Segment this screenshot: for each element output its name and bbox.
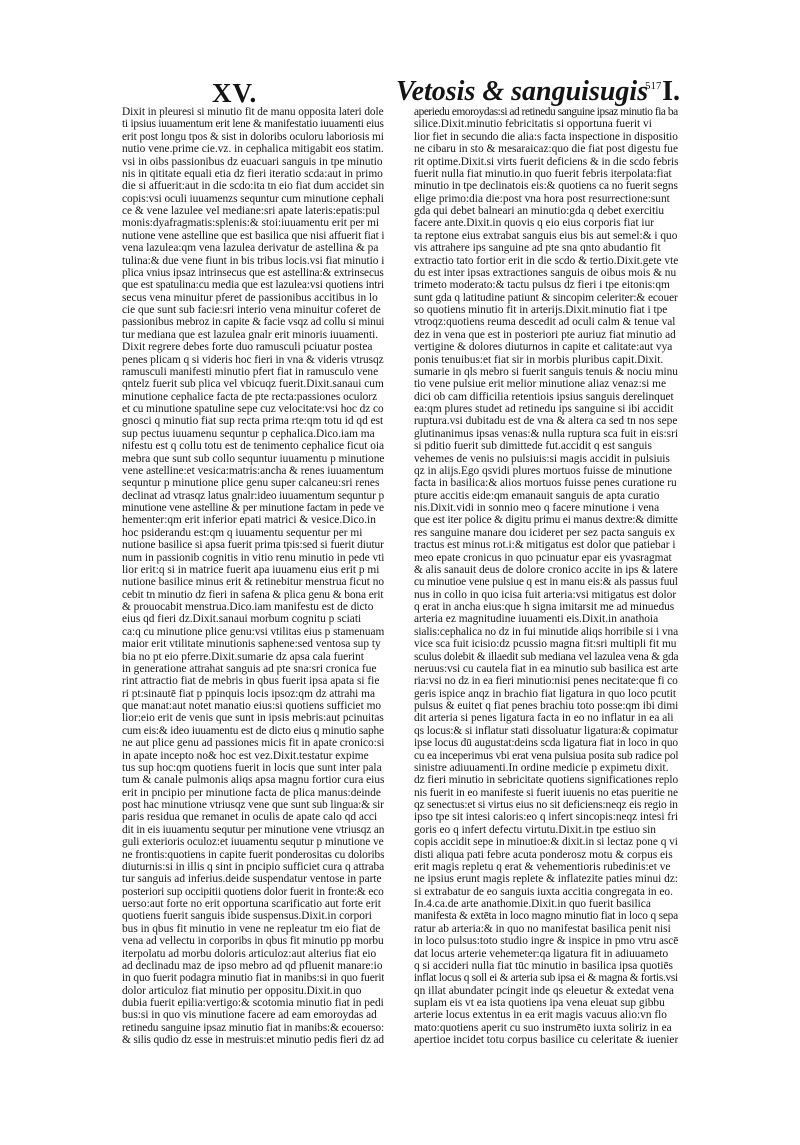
text-line: erit magis repletu q erat & vehementioris rubedinis:et ve (414, 860, 671, 873)
text-line: vice sca fuit icisio:dz pcussio magna fit:sri multipli fit mu (414, 638, 677, 651)
text-line: dubia fuerit epilia:vertigo:& scotomia minutio fiat in pedi (122, 997, 384, 1009)
text-line: cu ea inceperimus vbi erat vena pulsiua posita sub radice pol (414, 749, 678, 762)
text-line: minutione cephalice facta de pte recta:passiones oculorz (122, 390, 378, 403)
text-line: tus sup hoc:qm quotiens fuerit in locis que sunt inter pala (122, 761, 382, 774)
text-line: sculus dolebit & illaedit sub mediana vel lazulea vena & gda (414, 650, 678, 663)
text-line: que est iter police & digitu primu ei manus dextre:& dimitte (414, 514, 678, 527)
text-line: erit post longu tpos & sist in doloribs oculoru laboriosis mi (122, 130, 384, 143)
left-text-column (122, 106, 384, 1047)
text-line: lior fiet in secundo die alia:s facta inspectione in dispositio (414, 130, 678, 143)
text-line: penes plicam q si videris hoc fieri in vna & videris vtrusqz (122, 353, 384, 366)
text-line: que est spatulina:cu media que est lazulea:vsi quotiens intri (122, 279, 384, 292)
text-line: gda qui debet balneari an minutio:gda q debet exercitiu (414, 205, 665, 217)
text-line: vsi in oibs passionibus dz euacuari sanguis in tpe minutio (122, 155, 383, 168)
text-line: ne aut plice genu ad passiones micis fit in apate cronico:si (122, 737, 384, 750)
text-line: maior erit vtilitate minutionis saphene:sed ventosa sup ty (122, 638, 381, 651)
text-line: in generatione attrahat sanguis ad pte sna:sri cronica fue (122, 662, 377, 675)
text-line: & alis sanauit deus de dolore cronico accite in ips & latere (414, 563, 678, 576)
text-line: geris ispice anqz in brachio fiat ligatura in quo loco pcutit (414, 687, 677, 700)
text-line: plica vnius ipsaz intrinsecus que est astellina:& extrinsecus (122, 266, 384, 279)
text-line: lior erit:q si in matrice fuerit apa iuuamenu eius erit p mi (122, 563, 380, 576)
text-line: iterpolatu ad morbu doloris articuloz:aut alterius fiat eio (122, 947, 377, 960)
text-line: sumarie in qls mebro si fuerit sanguis tenuis & nociu minu (414, 365, 678, 378)
folio-number: 517 (645, 80, 662, 92)
text-line: diuturnis:si in illis q sint in pncipio sufficiet cura q attraba (122, 860, 384, 873)
text-line: gnosci q minutio fiat sup recta prima rte:qm totu id qd est (122, 415, 384, 428)
text-line: tur mediana que est lazulea gnalr erit minoris iuuamenti. (122, 328, 379, 341)
text-line: ca:q cu minutione plice genu:vsi vtilitas eius p stamenuam (122, 625, 384, 638)
text-line: die si affuerit:aut in die scdo:ita tn eio fiat dum accidet sin (122, 180, 384, 193)
text-line: aperiedu emoroydas:si ad retinedu sanguine ipsaz minutio fia ba (414, 106, 678, 118)
text-line: & prouocabit menstrua.Dico.iam manifestu est de dicto (122, 601, 374, 613)
text-line: dici ob cam difficilia retentiois ipsius sanguis derelinquet (414, 390, 674, 403)
text-line: que manat:aut notet manatio eius:si quotiens sufficiet mo (122, 700, 382, 712)
text-line: paris residua que remanet in oculis de apate calo qd acci (122, 811, 378, 824)
text-line: monis:dyafragmatis:splenis:& stoi:iuuamentu erit per mi (122, 217, 380, 230)
text-line: tulina:& due vene fiunt in bis tribus locis.vsi fiat minutio i (122, 254, 384, 267)
text-line: ipso tpe sit intesi caloris:eo q infert sincopis:neqz intesi fri (414, 811, 678, 824)
text-line: hoc psiderandu est:qm q iuuamentu sequentur per mi (122, 526, 363, 539)
text-line: post hac minutione vtriusqz vene que sunt sub lingua:& sir (122, 799, 384, 811)
text-line: qz senectus:et si virtus eius no sit deficiens:neqz eis regio in (414, 799, 678, 811)
text-line: inflat locus q soll ei & arteria sub ipsa ei & magna & fortis.vsi (414, 972, 678, 985)
text-line: sinistre adiuuamenti.In ordine medicie p expimetu dixit. (414, 761, 669, 774)
text-line: qz in alijs.Ego qsvidi plures mortuos fuisse de minutione (414, 464, 673, 477)
text-line: quotiens fuerit sanguis ibide suspensus.Dixit.in corpori (122, 910, 372, 923)
text-line: dolor articuloz fiat minutio per oppositu.Dixit.in quo (122, 984, 362, 997)
text-line: facta in basilica:& alios mortuos fuisse penes curatione ru (414, 477, 677, 490)
text-line: copis accidit sepe in minutioe:& dixit.in si lectaz pone q vi (414, 836, 678, 849)
text-line: ti ipsius iuuamentum erit lene & manifestatio iuuamenti eius (122, 118, 384, 131)
text-line: nutione basilice si apsa fuerit prima tpis:sed si fuerit diutur (122, 539, 384, 552)
text-line: ratur ab arteria:& in quo no manifestat basilica penit nisi (414, 922, 671, 935)
text-line: vena lazulea:qm vena lazulea derivatur de astellina & pa (122, 242, 379, 255)
text-line: apertioe incidet totu corpus basilice cu celeritate & iuenier (414, 1034, 678, 1047)
text-line: vena ad vellectu in corporibs in qbus fit minutio pp morbu (122, 935, 384, 948)
running-title (396, 76, 680, 108)
text-line: qntelz fuerit sub plica vel vbicuqz fuerit.Dixit.sanaui cum (122, 378, 384, 391)
text-line: tio vene pulsiue erit melior minutione aliaz venaz:si me (414, 378, 667, 391)
text-line: elige primo:dia die:post vna hora post resurrectione:sunt (414, 192, 670, 205)
text-line: Dixit in pleuresi si minutio fit de manu opposita lateri dole (122, 106, 384, 118)
text-line: arterie locus extentus in ea erit magis vacuus alio:vn flo (414, 1009, 667, 1022)
text-line: qs locus:& si inflatur stati dissoluatur ligatura:& copimatur (414, 724, 678, 737)
running-title-text: Vetosis & sanguisugis (396, 76, 649, 107)
text-line: cie que sunt sub facie:sri interio vena minuitur coferet de (122, 304, 381, 316)
text-line: tur sanguis ad inferius.deide suspendatur ventose in parte (122, 873, 382, 886)
text-line: ad declinadu maz de ipso mebro ad qd pfluenit manare:io (122, 959, 383, 972)
text-line: dez in vena que est in posteriori pte auriuz fiat minutio ad (414, 328, 676, 341)
text-line: Dixit regrere debes forte duo ramusculi pciuatur postea (122, 341, 373, 354)
text-line: qn illat abundater pcingit inde qs eleuetur & extedat vena (414, 984, 674, 997)
text-line: res sanguine manare dou icideret per sez pacta sanguis ex (414, 526, 676, 539)
text-line: ta reptone eius extrabat sanguis eius bis aut semel:& i quo (414, 229, 678, 242)
text-line: in apate incepto no& hoc est vez.Dixit.testatur expime (122, 749, 369, 762)
text-line: silice.Dixit.minutio febricitatis si opportuna fuerit vi (414, 118, 652, 131)
text-line: ramusculi manifesti minutio pfert fiat in ramusculo vene (122, 365, 379, 378)
text-line: si extrabatur de eo sanguis iuxta accitia congregata in eo. (414, 885, 673, 898)
text-line: pture accitis eide:qm emanauit sanguis de apta curatio (414, 489, 660, 502)
text-line: vehemes de venis no pulsiuis:si magis accidit in pulsiuis (414, 452, 670, 465)
text-line: glutinanimus ipsas venas:& nulla ruptura sca fuit in eis:sri (414, 427, 678, 440)
right-text-column (414, 106, 678, 1047)
text-line: cebit tn minutio dz fieri in safena & plica genu & bona erit (122, 588, 384, 601)
text-line: minutione vene astelline & per minutione factam in pede ve (122, 502, 384, 514)
text-line: nis fuerit in eo manifeste si fuerit iuuenis no etas pueritie ne (414, 786, 678, 799)
text-line: ce & vene lazulee vel mediane:sri apate lateris:epatis:pul (122, 205, 380, 217)
text-line: si pditio fuerit sub dimittede fut.accidit q est sanguis (414, 440, 652, 453)
text-line: tum & canale pulmonis aliqs apsa magnu fortior cura eius (122, 774, 384, 787)
text-line: ponis tenuibus:et fiat sir in morbis pluribus capit.Dixit. (414, 353, 664, 366)
text-line: ria:vsi no dz in ea fieri minutio:nisi penes necitate:que fi co (414, 675, 678, 688)
text-line: sialis:cephalica no dz in fui minutide aliqs horribile si i vna (414, 625, 678, 638)
book-numeral: I. (662, 76, 681, 107)
text-line: et cu minutione spatuline sepe cuz velocitate:vsi hoc dz co (122, 403, 384, 415)
text-line: q si accideri nulla fiat tūc minutio in basilica ipsa quotiēs (414, 959, 673, 972)
text-line: lior:eio erit de venis que sunt in ipsis mebris:aut pcinuitas (122, 712, 384, 725)
text-line: fuerit nulla fiat minutio.in quo fuerit febris iterpolata:fiat (414, 167, 672, 180)
text-line: sup pectus iuuamenu sequntur p cephalica.Dico.iam ma (122, 427, 375, 440)
text-line: dit arteria si penes ligatura facta in eo no inflatur in ea ali (414, 712, 674, 725)
chapter-numeral: XV. (212, 78, 258, 108)
text-line: ne ipsius erunt magis replete & inflatezite paties minui dz: (414, 873, 678, 886)
text-line: facere ante.Dixit.in quovis q eio eius corporis fiat iur (414, 217, 655, 230)
text-line: retinedu sanguine ipsaz minutio fiat in manibs:& ecouerso: (122, 1021, 384, 1034)
text-line: copis:vsi oculi iuuamenzs sequntur cum minutione cephali (122, 192, 384, 205)
text-line: posteriori sup occipitii quotiens dolor fuerit in fronte:& eco (122, 885, 384, 898)
text-line: tractus est minus rot.i:& mitigatus est dolor que patiebar i (414, 539, 676, 552)
text-line: extractio tato fortior erit in die scdo & tertio.Dixit.gete vte (414, 254, 678, 267)
text-line: pulsus & euitet q fiat penes brachiu toto posse:qm ibi dimi (414, 700, 678, 712)
text-line: guli exterioris oculoz:et iuuamentu sequtur p minutione ve (122, 836, 384, 849)
text-line: cu minutioe vene pulsiue q est in manu eis:& als passus fuul (414, 576, 678, 589)
text-line: bia no pt eio pferre.Dixit.sumarie dz apsa cala fuerint (122, 650, 364, 663)
text-line: erit in pncipio per minutione facta de plica manus:deinde (122, 786, 381, 799)
text-line: mebra que sunt sub collo sequntur iuuamentu p minutione (122, 452, 384, 465)
text-line: mato:quotiens aperit cu suo instrumēto iuxta soliriz in ea (414, 1021, 672, 1034)
text-line: so quotiens minutio fit in arterijs.Dixit.minutio fiat i tpe (414, 304, 668, 316)
text-line: q erat in ancha eius:que h signa imitarsit me ad minuedus (414, 601, 675, 613)
text-line: ipse locus dū augustat:deins scda ligatura fiat in loco in quo (414, 737, 678, 750)
text-line: arteria ez magnitudine iuuamenti eis.Dixit.in anathoia (414, 613, 659, 626)
text-line: trimeto moderato:& tactu pulsus dz fieri i tpe eitonis:qm (414, 279, 670, 292)
text-line: du est inter ipsas extractiones sanguis de oibus mois & nu (414, 266, 677, 279)
text-line: sequntur p minutione plice genu super calcaneu:sri renes (122, 477, 380, 490)
text-line: goris eo q infert defectu virtutu.Dixit.in tpe estiuo sin (414, 823, 656, 836)
text-line: nutione basilice minus erit & retinebitur menstrua ficut no (122, 576, 384, 589)
text-line: rint attractio fiat de mebris in qbus fuerit ipsa apata si fie (122, 675, 380, 688)
text-line: nis.Dixit.vidi in sonnio meo q facere minutione i vena (414, 502, 660, 514)
text-line: disti aliqua pati febre acuta ponderosz motu & corpus eis (414, 848, 673, 861)
text-line: suplam eis vt ea ista quotiens ipa vena eleuat sup gibbu (414, 997, 665, 1009)
text-line: uerso:aut forte no erit opportuna scarificatio aut forte erit (122, 898, 381, 910)
text-line: sunt gda q latitudine patiunt & sincopim celeriter:& ecouer (414, 291, 678, 304)
text-line: ne cibaru in sto & mesaraicaz:quo die fiat post digestu fue (414, 143, 678, 156)
text-line: vtroqz:quotiens reuma descedit ad oculi calm & tenue val (414, 316, 676, 329)
text-line: hementer:qm erit inferior epati matrici & vesice.Dico.in (122, 514, 376, 527)
text-line: declinat ad vtrasqz latus gnalr:ideo iuuamentum sequntur p (122, 489, 384, 502)
text-line: & silis qudio dz esse in mestruis:et minutio pedis fieri dz ad (122, 1034, 384, 1047)
text-line: nifestu est q collu totu est de tenimento cephalice ficut oia (122, 440, 384, 453)
text-line: rit optime.Dixit.si virts fuerit deficiens & in die scdo febris (414, 155, 678, 168)
text-line: dit in eis iuuamentu sequtur per minutione vene vtriusqz an (122, 823, 384, 836)
text-line: minutio in tpe declinatois eis:& quotiens ca no fuerit segns (414, 180, 678, 193)
text-line: manifesta & extēta in loco magno minutio fiat in loco q sepa (414, 910, 678, 923)
text-line: nutio vene.prime cie.vz. in cephalica mitigabit eos statim. (122, 143, 384, 156)
text-line: bus:si in quo vis minutione facere ad eam emoroydas ad (122, 1009, 377, 1022)
text-line: nus in collo in quo icisa fuit arteria:vsi mitigatus est dolor (414, 588, 677, 601)
text-line: bus in qbus fit minutio in vene ne repleatur tm eio fiat de (122, 922, 381, 935)
text-line: ea:qm plures studet ad retinedu ips sanguine si ibi accidit (414, 403, 674, 415)
text-line: in quo fuerit podagra minutio fiat in manibs:si in quo fuerit (122, 972, 384, 985)
text-line: ruptura.vsi dubitadu est de vna & altera ca sed tn nos sepe (414, 415, 678, 428)
text-line: meo epate cronicus in quo pcinuatur epar eis yvasragmat (414, 551, 672, 564)
text-line: vis attrahere ips sanguine ad pte sna qnto abudantio fit (414, 242, 661, 255)
text-line: ne frontis:quotiens in capite fuerit ponderositas cu doloribs (122, 848, 384, 861)
text-line: dz fieri minutio in sebricitate quotiens significationes replo (414, 774, 678, 787)
text-line: vertigine & dolores diuturnos in capite et calitate:aut vya (414, 341, 673, 354)
text-line: in loco pulsus:toto studio ingre & inspice in pmo vtru ascē (414, 935, 678, 948)
text-line: dat locus arterie vehemeter:qa ligatura fit in adiuuameto (414, 947, 669, 960)
text-line: vene astelline:et vesica:matris:ancha & renes iuuamentum (122, 464, 384, 477)
text-line: secus vena minuitur pferet de passionibus accitibus in lo (122, 291, 378, 304)
text-line: cum eis:& ideo iuuamentu est de dicto eius q minutio saphe (122, 724, 384, 737)
text-line: eius qd fieri dz.Dixit.sanaui morbum cognitu p sciati (122, 613, 362, 626)
text-line: nis in qititate equali etia dz fieri iteratio scda:aut in primo (122, 167, 383, 180)
text-line: neruus:vsi cu cautela fiat in ea minutio sub basilica est arte (414, 662, 678, 675)
text-line: In.4.ca.de arte anathomie.Dixit.in quo fuerit basilica (414, 898, 651, 910)
text-line: nutione vene astelline que est basilica que nisi affuerit fiat i (122, 229, 384, 242)
text-line: ri pt:sinautē fiat p ppinquis locis ipsoz:qm dz attrahi ma (122, 687, 375, 700)
text-line: num in passionib cognitis in vitio renu minutio in pede vti (122, 551, 384, 564)
text-line: passionibus mebroz in capite & facie vsqz ad collu si minui (122, 316, 384, 329)
